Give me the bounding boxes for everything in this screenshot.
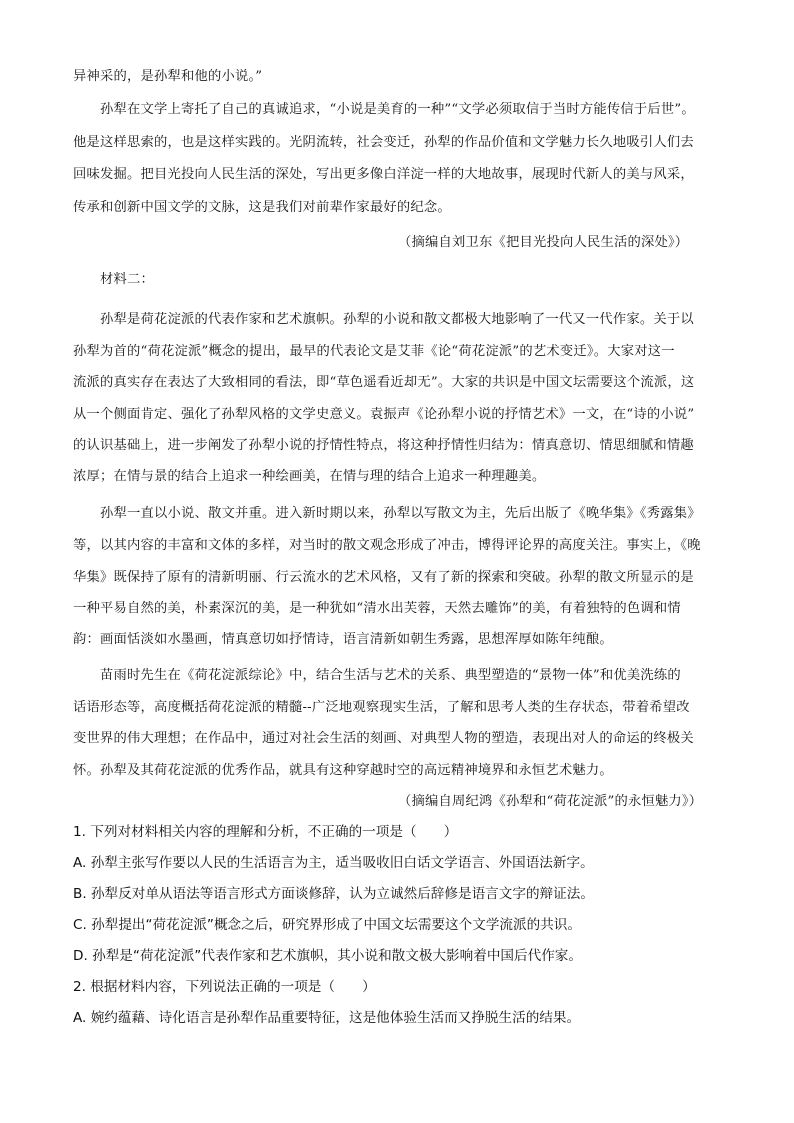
option-c: C. 孙犁提出“荷花淀派”概念之后，研究界形成了中国文坛需要这个文学流派的共识。 <box>73 917 581 933</box>
question-stem: 1. 下列对材料相关内容的理解和分析，不正确的一项是（ ） <box>73 824 458 840</box>
option-a: A. 婉约蕴藉、诗化语言是孙犁作品重要特征，这是他体验生活而又挣脱生活的结果。 <box>73 1010 581 1026</box>
body-line: 异神采的，是孙犁和他的小说。” <box>73 69 263 84</box>
body-line: 苗雨时先生在《荷花淀派综论》中，结合生活与艺术的关系、典型塑造的“景物一体”和优美洗练的 <box>100 668 681 683</box>
source-citation: （摘编自刘卫东《把目光投向人民生活的深处》） <box>398 235 689 250</box>
question-stem: 2. 根据材料内容，下列说法正确的一项是（ ） <box>73 979 376 995</box>
body-line: 一种平易自然的美，朴素深沉的美，是一种犹如“清水出芙蓉，天然去雕饰”的美，有着独特的色调和情 <box>73 601 681 616</box>
body-line: 孙犁是荷花淀派的代表作家和艺术旗帜。孙犁的小说和散文都极大地影响了一代又一代作家。关于以 <box>100 312 694 327</box>
section-heading: 材料二： <box>100 272 154 287</box>
option-b: B. 孙犁反对单从语法等语言形式方面谈修辞，认为立诚然后辞修是语言文字的辩证法。 <box>73 886 594 902</box>
body-line: 孙犁为首的“荷花淀派”概念的提出，最早的代表论文是艾菲《论“荷花淀派”的艺术变迁》。大家对这一 <box>73 344 675 359</box>
body-line: 从一个侧面肯定、强化了孙犁风格的文学史意义。袁振声《论孙犁小说的抒情艺术》一文，在“诗的小说” <box>73 407 695 422</box>
body-line: 流派的真实存在表达了大致相同的看法，即“草色遥看近却无”。大家的共识是中国文坛需要这个流派，这 <box>73 375 695 390</box>
source-citation: （摘编自周纪鸿《孙犁和“荷花淀派”的永恒魅力》） <box>398 794 703 809</box>
body-line: 韵：画面恬淡如水墨画，情真意切如抒情诗，语言清新如朝生秀露，思想浑厚如陈年纯酿。 <box>73 632 613 647</box>
body-line: 孙犁在文学上寄托了自己的真诚追求，“小说是美育的一种”“文学必须取信于当时方能传信于后世”。 <box>100 102 695 117</box>
body-line: 他是这样思索的，也是这样实践的。光阴流转，社会变迁，孙犁的作品价值和文学魅力长久地吸引人们去 <box>73 135 694 150</box>
body-line: 回味发掘。把目光投向人民生活的深处，写出更多像白洋淀一样的大地故事，展现时代新人的美与风采， <box>73 167 694 182</box>
option-a: A. 孙犁主张写作要以人民的生活语言为主，适当吸收旧白话文学语言、外国语法新字。 <box>73 855 594 871</box>
body-line: 孙犁一直以小说、散文并重。进入新时期以来，孙犁以写散文为主，先后出版了《晚华集》《秀露集》 <box>100 506 701 521</box>
body-line: 华集》既保持了原有的清新明丽、行云流水的艺术风格，又有了新的探索和突破。孙犁的散文所显示的是 <box>73 570 694 585</box>
body-line: 怀。孙犁及其荷花淀派的优秀作品，就具有这种穿越时空的高远精神境界和永恒艺术魅力。 <box>73 763 613 778</box>
body-line: 等，以其内容的丰富和文体的多样，对当时的散文观念形成了冲击，博得评论界的高度关注。事实上，《晚 <box>73 538 701 553</box>
option-d: D. 孙犁是“荷花淀派”代表作家和艺术旗帜，其小说和散文极大影响着中国后代作家。 <box>73 948 582 964</box>
body-line: 的认识基础上，进一步阐发了孙犁小说的抒情性特点，将这种抒情性归结为：情真意切、情思细腻和情趣 <box>73 438 694 453</box>
body-line: 变世界的伟大理想；在作品中，通过对社会生活的刻画、对典型人物的塑造，表现出对人的命运的终极关 <box>73 731 694 746</box>
body-line: 话语形态等，高度概括荷花淀派的精髓--广泛地观察现实生活，了解和思考人类的生存状态，带着希望改 <box>73 700 690 715</box>
body-line: 传承和创新中国文学的文脉，这是我们对前辈作家最好的纪念。 <box>73 200 451 215</box>
body-line: 浓厚；在情与景的结合上追求一种绘画美，在情与理的结合上追求一种理趣美。 <box>73 469 546 484</box>
